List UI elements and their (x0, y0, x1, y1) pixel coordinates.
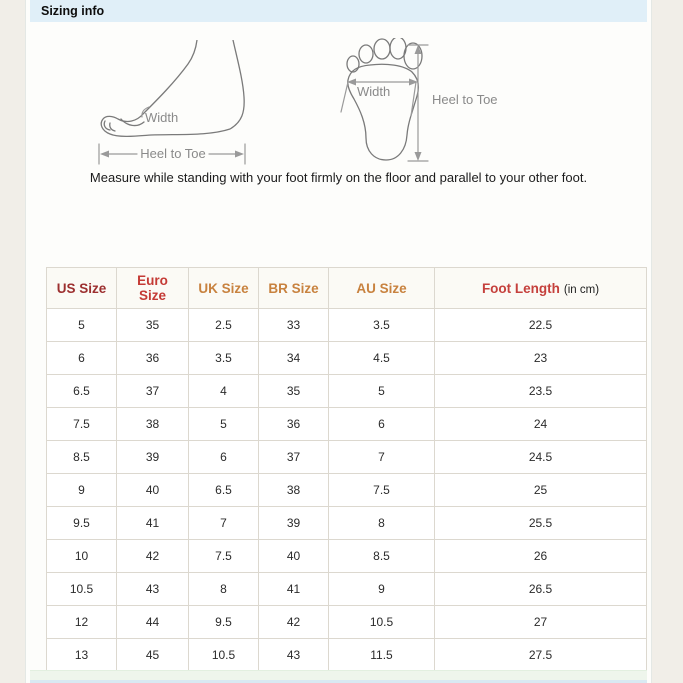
cell-uk-size: 10.5 (189, 639, 259, 672)
table-row (47, 408, 647, 441)
cell-au-size: 10.5 (329, 606, 435, 639)
cell-euro-size: 44 (117, 606, 189, 639)
next-section-strip (30, 670, 647, 680)
column-header-foot-length (435, 268, 647, 309)
measurement-caption: Measure while standing with your foot firmly on the floor and parallel to your other foot. (89, 170, 588, 185)
side-length-label: Heel to Toe (140, 146, 206, 161)
cell-au-size: 11.5 (329, 639, 435, 672)
cell-euro-size: 37 (117, 375, 189, 408)
cell-foot-length: 26 (435, 540, 647, 573)
cell-br-size: 34 (259, 342, 329, 375)
cell-foot-length: 24.5 (435, 441, 647, 474)
cell-uk-size: 8 (189, 573, 259, 606)
table-row (47, 309, 647, 342)
cell-foot-length: 25.5 (435, 507, 647, 540)
cell-foot-length: 27 (435, 606, 647, 639)
cell-br-size: 39 (259, 507, 329, 540)
column-header-euro-size: Euro Size (117, 268, 189, 309)
cell-us-size: 12 (47, 606, 117, 639)
table-row (47, 606, 647, 639)
table-row (47, 573, 647, 606)
cell-br-size: 38 (259, 474, 329, 507)
projection-line (341, 82, 348, 112)
cell-au-size: 5 (329, 375, 435, 408)
cell-uk-size: 7.5 (189, 540, 259, 573)
side-width-label: Width (145, 110, 179, 125)
arrowhead-down-icon (415, 152, 422, 161)
cell-foot-length: 27.5 (435, 639, 647, 672)
print-width-label: Width (357, 84, 391, 99)
cell-foot-length: 23.5 (435, 375, 647, 408)
big-toe-icon (404, 43, 422, 69)
column-header-uk-size: UK Size (189, 268, 259, 309)
cell-us-size: 6 (47, 342, 117, 375)
cell-br-size: 40 (259, 540, 329, 573)
section-titlebar (30, 0, 647, 22)
footprint-bottom-view-diagram (340, 38, 505, 170)
cell-us-size: 9.5 (47, 507, 117, 540)
foot-length-label: Foot Length (481, 280, 560, 296)
cell-euro-size: 35 (117, 309, 189, 342)
cell-au-size: 9 (329, 573, 435, 606)
table-row (47, 639, 647, 672)
cell-uk-size: 6 (189, 441, 259, 474)
toe-icon (359, 45, 373, 63)
table-row (47, 474, 647, 507)
cell-us-size: 8.5 (47, 441, 117, 474)
column-header-au-size: AU Size (329, 268, 435, 309)
table-row (47, 342, 647, 375)
cell-au-size: 6 (329, 408, 435, 441)
cell-euro-size: 36 (117, 342, 189, 375)
table-row (47, 441, 647, 474)
cell-foot-length: 23 (435, 342, 647, 375)
cell-uk-size: 4 (189, 375, 259, 408)
cell-br-size: 33 (259, 309, 329, 342)
cell-euro-size: 40 (117, 474, 189, 507)
shoe-size-table (46, 267, 647, 672)
cell-br-size: 42 (259, 606, 329, 639)
cell-us-size: 6.5 (47, 375, 117, 408)
cell-us-size: 10 (47, 540, 117, 573)
cell-uk-size: 7 (189, 507, 259, 540)
cell-au-size: 8 (329, 507, 435, 540)
cell-euro-size: 41 (117, 507, 189, 540)
cell-euro-size: 42 (117, 540, 189, 573)
cell-euro-size: 39 (117, 441, 189, 474)
foot-length-unit: (in cm) (563, 283, 600, 296)
cell-foot-length: 26.5 (435, 573, 647, 606)
cell-foot-length: 25 (435, 474, 647, 507)
column-header-br-size: BR Size (259, 268, 329, 309)
print-length-label: Heel to Toe (432, 92, 498, 107)
cell-uk-size: 5 (189, 408, 259, 441)
cell-uk-size: 2.5 (189, 309, 259, 342)
table-row (47, 507, 647, 540)
cell-br-size: 35 (259, 375, 329, 408)
sizing-info-panel (25, 0, 652, 683)
cell-us-size: 13 (47, 639, 117, 672)
cell-us-size: 7.5 (47, 408, 117, 441)
column-header-us-size: US Size (47, 268, 117, 309)
cell-au-size: 8.5 (329, 540, 435, 573)
toe-crease-icon (121, 119, 144, 126)
arrowhead-right-icon (235, 151, 244, 158)
cell-uk-size: 9.5 (189, 606, 259, 639)
cell-br-size: 43 (259, 639, 329, 672)
table-row (47, 375, 647, 408)
sole-outline (348, 64, 419, 160)
cell-au-size: 7.5 (329, 474, 435, 507)
cell-us-size: 9 (47, 474, 117, 507)
cell-us-size: 10.5 (47, 573, 117, 606)
cell-uk-size: 6.5 (189, 474, 259, 507)
cell-br-size: 41 (259, 573, 329, 606)
foot-side-view-diagram (97, 40, 257, 165)
measurement-diagram-area (26, 22, 651, 170)
cell-au-size: 7 (329, 441, 435, 474)
cell-au-size: 3.5 (329, 309, 435, 342)
cell-us-size: 5 (47, 309, 117, 342)
cell-euro-size: 38 (117, 408, 189, 441)
cell-uk-size: 3.5 (189, 342, 259, 375)
cell-foot-length: 22.5 (435, 309, 647, 342)
toe-icon (347, 56, 359, 72)
cell-foot-length: 24 (435, 408, 647, 441)
table-header-row (47, 268, 647, 309)
cell-au-size: 4.5 (329, 342, 435, 375)
cell-br-size: 37 (259, 441, 329, 474)
projection-line (411, 82, 416, 116)
section-title: Sizing info (41, 4, 105, 18)
cell-euro-size: 45 (117, 639, 189, 672)
toe-icon (374, 39, 390, 59)
cell-br-size: 36 (259, 408, 329, 441)
table-row (47, 540, 647, 573)
arrowhead-left-icon (100, 151, 109, 158)
cell-euro-size: 43 (117, 573, 189, 606)
